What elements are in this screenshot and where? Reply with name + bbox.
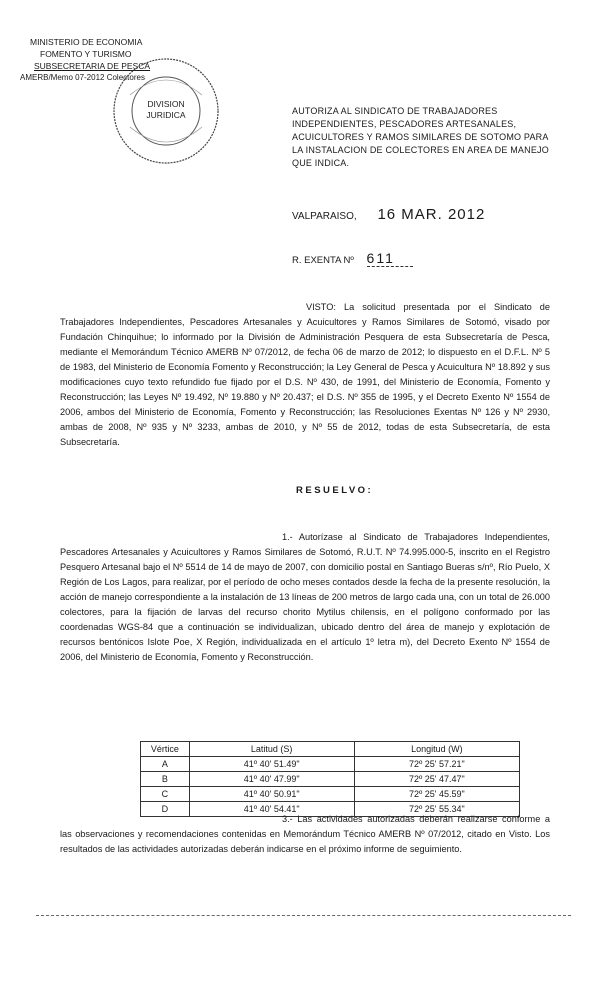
ministry-name: MINISTERIO DE ECONOMIA: [30, 37, 143, 47]
header-vertice: Vértice: [141, 742, 190, 757]
subsecretaria-name: SUBSECRETARIA DE PESCA: [34, 61, 151, 71]
resuelvo-heading: RESUELVO:: [296, 485, 374, 496]
exenta-number-line: [292, 250, 413, 266]
ministry-subtitle: FOMENTO Y TURISMO: [40, 49, 132, 59]
cell-latitud: 41º 40' 51.49": [189, 757, 354, 772]
svg-text:DIVISION: [147, 99, 184, 109]
resolution-date: 16 MAR. 2012: [377, 206, 486, 223]
point-3-paragraph: [60, 812, 550, 857]
coordinates-table: [140, 741, 520, 817]
cell-vertice: A: [141, 757, 190, 772]
place: VALPARAISO,: [292, 211, 357, 222]
table-row: [141, 772, 520, 787]
exenta-label: R. EXENTA Nº: [292, 255, 354, 266]
cell-latitud: 41º 40' 54.41": [189, 802, 354, 817]
svg-text:JURIDICA: [146, 110, 186, 120]
table-header-row: [141, 742, 520, 757]
resolution-title: AUTORIZA AL SINDICATO DE TRABAJADORES INDEPENDIENTES, PESCADORES ARTESANALES, ACUICULTORES Y RAMOS SIMILARES DE SOTOMO PARA LA INSTALACION DE COLECTORES EN AREA DE MANEJO QUE INDICA.: [292, 106, 549, 168]
table-row: [141, 757, 520, 772]
visto-paragraph: [60, 300, 550, 450]
footer-divider: [36, 915, 571, 917]
cell-vertice: B: [141, 772, 190, 787]
cell-latitud: 41º 40' 50.91": [189, 787, 354, 802]
cell-latitud: 41º 40' 47.99": [189, 772, 354, 787]
header-longitud: Longitud (W): [354, 742, 519, 757]
exenta-number: 611: [367, 250, 413, 267]
point-3-text: 3.- Las actividades autorizadas deberán realizarse conforme a las observaciones y recomendaciones contenidas en Memorándum Técnico AMERB Nº 07/2012, citado en Visto. Los resultados de las actividades autorizadas deberán indicarse en el próximo informe de seguimiento.: [60, 814, 550, 854]
visto-text: VISTO: La solicitud presentada por el Sindicato de Trabajadores Independientes, Pescadores Artesanales y Acuicultores y Ramos Similares de Sotomó, visado por Fundación Chinquihue; lo informado por la División de Administración Pesquera de esta Subsecretaría de Pesca, mediante el Memorándum Técnico AMERB Nº 07/2012, de fecha 06 de marzo de 2012; lo dispuesto en el D.F.L. Nº 5 de 1983, del Ministerio de Economía Fomento y Reconstrucción; la Ley General de Pesca y Acuicultura Nº 18.892 y sus modificaciones cuyo texto refundido fue fijado por el D.S. Nº 430, de 1991, del Ministerio de Economía, Fomento y Reconstrucción; las Leyes Nº 19.492, Nº 19.880 y Nº 20.437; el D.S. Nº 355 de 1995, y el Decreto Exento Nº 1554 de 2006, ambos del Ministerio de Economía, Fomento y Reconstrucción; las Resoluciones Exentas Nº 126 y Nº 2930, ambas de 2008, Nº 935 y Nº 3233, ambas de 2010, y Nº 55 de 2012, todas de esta Subsecretaría, de esta Subsecretaría.: [60, 302, 550, 447]
cell-longitud: 72º 25' 45.59": [354, 787, 519, 802]
stamp-label-line2: JURIDICA: [146, 110, 186, 120]
point-1-text: 1.- Autorízase al Sindicato de Trabajadores Independientes, Pescadores Artesanales y Acuicultores y Ramos Similares de Sotomó, R.U.T. Nº 74.995.000-5, inscrito en el Registro Pesquero Artesanal bajo el Nº 5514 de 14 de mayo de 2007, con domicilio postal en Santiago Bueras s/nº, Río Puelo, X Región de Los Lagos, para realizar, por el período de ocho meses contados desde la fecha de la presente resolución, la acción de manejo correspondiente a la instalación de 13 líneas de 200 metros de largo cada una, con un total de 26.000 colectores, para la fijación de larvas del recurso chorito Mytilus chilensis, en el polígono conformado por las coordenadas WGS-84 que a continuación se individualizan, ubicado dentro del área de manejo y explotación de recursos bentónicos Islote Poe, X Región, individualizada en el artículo 1º letra m), del Decreto Exento Nº 1554 de 2006, del Ministerio de Economía, Fomento y Reconstrucción.: [60, 532, 550, 662]
stamp-label-line1: DIVISION: [147, 99, 185, 109]
cell-vertice: D: [141, 802, 190, 817]
memo-reference: AMERB/Memo 07-2012 Colectores: [20, 73, 145, 82]
table-row: [141, 787, 520, 802]
place-date: [292, 206, 485, 223]
cell-longitud: 72º 25' 47.47": [354, 772, 519, 787]
header-latitud: Latitud (S): [189, 742, 354, 757]
point-1-paragraph: [60, 530, 550, 665]
cell-vertice: C: [141, 787, 190, 802]
cell-longitud: 72º 25' 57.21": [354, 757, 519, 772]
division-juridica-stamp: [110, 55, 222, 167]
cell-longitud: 72º 25' 55.34": [354, 802, 519, 817]
